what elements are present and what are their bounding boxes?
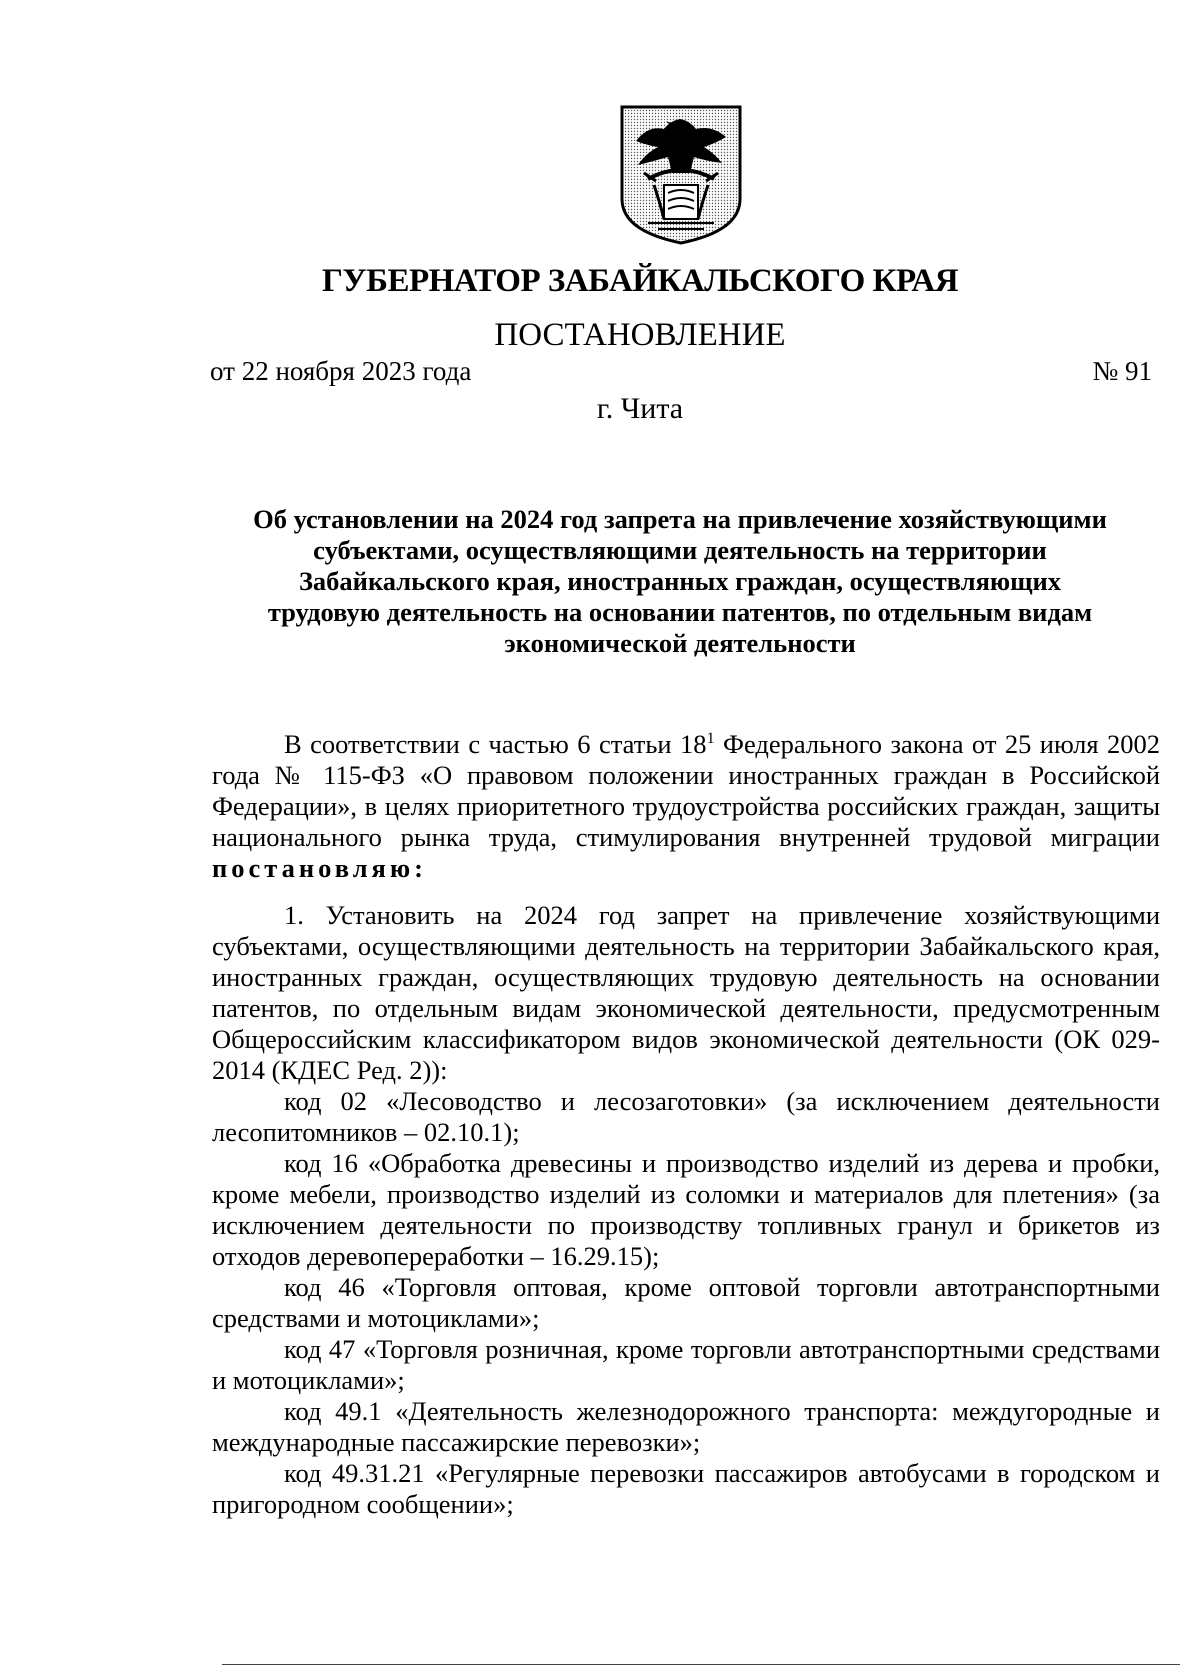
title-line: Об установлении на 2024 год запрета на привлечение хозяйствующими bbox=[253, 504, 1107, 534]
code-item: код 46 «Торговля оптовая, кроме оптовой торговли автотранспортными средствами и мотоциклами»; bbox=[212, 1272, 1160, 1333]
item-1-paragraph: 1. Установить на 2024 год запрет на привлечение хозяйствующими субъектами, осуществляющими деятельность на территории Забайкальского края, иностранных граждан, осуществляющих трудовую деятельность на основании патентов, по отдельным видам экономической деятельности, предусмотренным Общероссийским классификатором видов экономической деятельности (ОК 029-2014 (КДЕС Ред. 2)): bbox=[212, 900, 1160, 1085]
document-type: ПОСТАНОВЛЕНИЕ bbox=[494, 317, 786, 353]
resolve-word: постановляю: bbox=[212, 853, 427, 883]
code-item: код 49.1 «Деятельность железнодорожного транспорта: междугородные и международные пассажирские перевозки»; bbox=[212, 1396, 1160, 1457]
preamble-text: В соответствии с частью 6 статьи 18 bbox=[284, 729, 707, 759]
code-item: код 02 «Лесоводство и лесозаготовки» (за исключением деятельности лесопитомников – 02.10.1); bbox=[212, 1086, 1160, 1147]
title-line: трудовую деятельность на основании патентов, по отдельным видам bbox=[267, 597, 1093, 627]
document-title bbox=[200, 504, 1160, 659]
page-divider bbox=[222, 1664, 1180, 1665]
document-body bbox=[212, 729, 1160, 1520]
code-item: код 49.31.21 «Регулярные перевозки пассажиров автобусами в городском и пригородном сообщении»; bbox=[212, 1458, 1160, 1519]
title-line: субъектами, осуществляющими деятельность на территории bbox=[313, 535, 1047, 565]
code-item: код 16 «Обработка древесины и производство изделий из дерева и пробки, кроме мебели, производство изделий из соломки и материалов для плетения» (за исключением деятельности по производству топливных гранул и брикетов из отходов деревопереработки – 16.29.15); bbox=[212, 1148, 1160, 1271]
document-date: от 22 ноября 2023 года bbox=[210, 356, 472, 386]
article-superscript: 1 bbox=[706, 730, 715, 748]
coat-of-arms-icon bbox=[618, 103, 744, 245]
title-line: Забайкальского края, иностранных граждан, осуществляющих bbox=[298, 566, 1062, 596]
preamble-text: Федерального закона от 25 июля 2002 года № 115-ФЗ «О правовом положении иностранных граждан в Российской Федерации», в целях приоритетного трудоустройства российских граждан, защиты национального рынка труда, стимулирования внутренней трудовой миграции bbox=[212, 729, 1160, 852]
code-item: код 47 «Торговля розничная, кроме торговли автотранспортными средствами и мотоциклами»; bbox=[212, 1334, 1160, 1395]
document-city: г. Чита bbox=[596, 392, 684, 425]
document-number: № 91 bbox=[1092, 356, 1152, 386]
title-line: экономической деятельности bbox=[504, 628, 856, 658]
preamble-paragraph bbox=[212, 729, 1160, 884]
authority-heading: ГУБЕРНАТОР ЗАБАЙКАЛЬСКОГО КРАЯ bbox=[321, 263, 959, 299]
